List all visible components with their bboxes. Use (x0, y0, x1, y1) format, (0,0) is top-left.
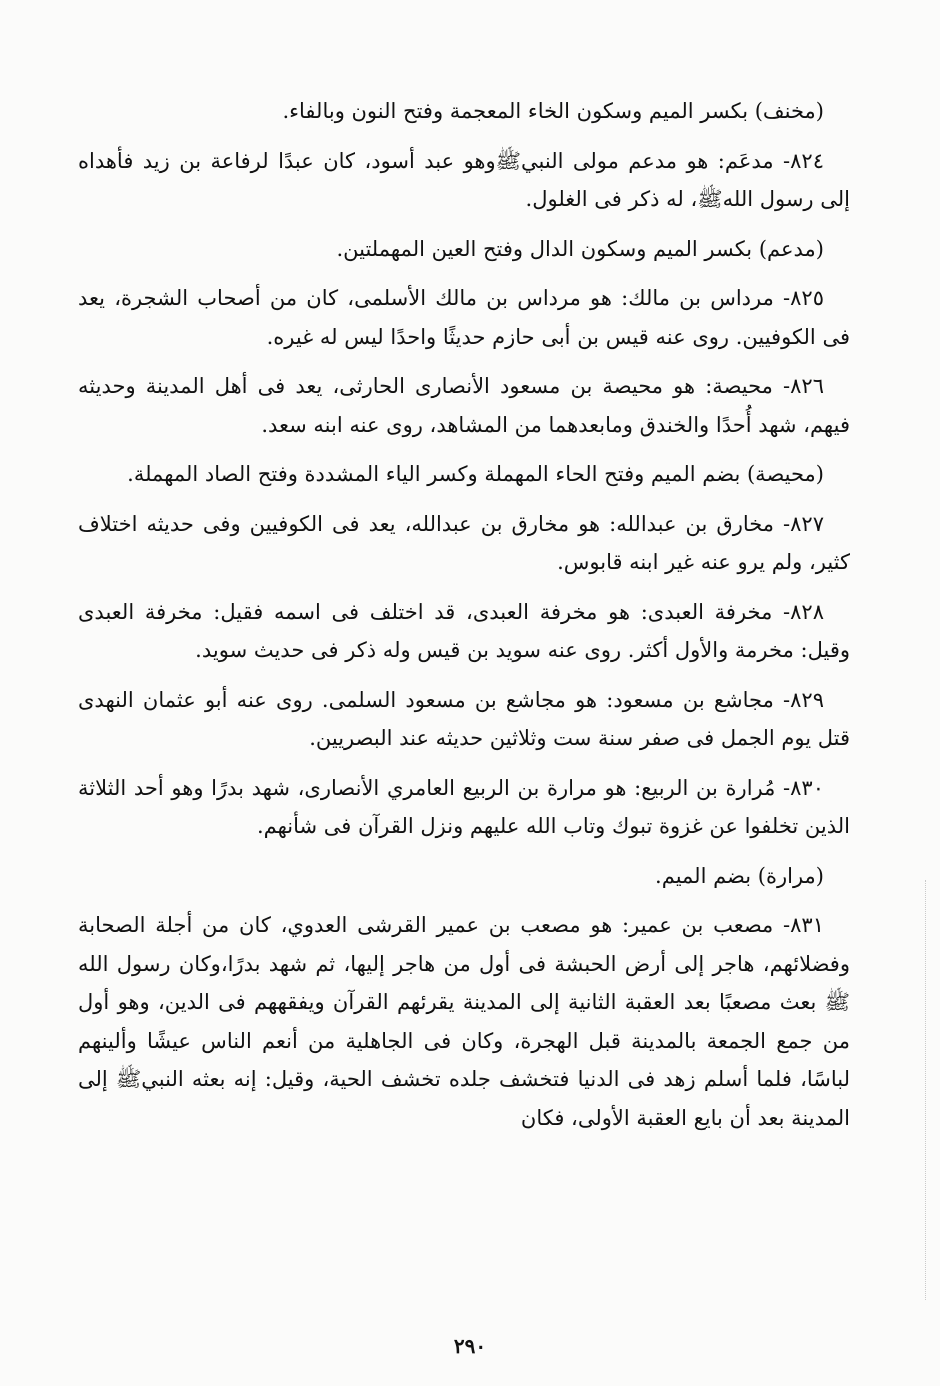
paragraph-829: ٨٢٩- مجاشع بن مسعود: هو مجاشع بن مسعود السلمى. روى عنه أبو عثمان النهدى قتل يوم الجمل فى صفر سنة ست وثلاثين حديثه عند البصريين. (78, 687, 850, 750)
main-text (78, 92, 850, 1148)
paragraph-825: ٨٢٥- مرداس بن مالك: هو مرداس بن مالك الأسلمى، كان من أصحاب الشجرة، يعد فى الكوفيين. روى عنه قيس بن أبى حازم حديثًا واحدًا ليس له غيره. (78, 286, 850, 349)
paragraph-mukhnaf-note: (مخنف) بكسر الميم وسكون الخاء المعجمة وفتح النون وبالفاء. (282, 99, 824, 123)
paragraph-826: ٨٢٦- محيصة: هو محيصة بن مسعود الأنصارى الحارثى، يعد فى أهل المدينة وحديثه فيهم، شهد أُحدًا والخندق ومابعدهما من المشاهد، روى عنه ابنه سعد. (78, 374, 850, 437)
paragraph-mudaam-note: (مدعم) بكسر الميم وسكون الدال وفتح العين المهملتين. (336, 236, 824, 261)
paragraph-828: ٨٢٨- مخرفة العبدى: هو مخرفة العبدى، قد اختلف فى اسمه فقيل: مخرفة العبدى وقيل: مخرمة والأول أكثر. روى عنه سويد بن قيس وله ذكر فى حديث سويد. (78, 599, 850, 662)
scan-margin-dots (919, 880, 926, 1300)
paragraph-831: ٨٣١- مصعب بن عمير: هو مصعب بن عمير القرشى العدوي، كان من أجلة الصحابة وفضلائهم، هاجر إلى أرض الحبشة فى أول من هاجر إليها، ثم شهد بدرًا،وكان رسول الله ﷺ بعث مصعبًا بعد العقبة الثانية إلى المدينة يقرئهم القرآن ويفقههم فى الدين، وهو أول من جمع الجمعة بالمدينة قبل الهجرة، وكان فى الجاهلية من أنعم الناس عيشًا وألينهم لباسًا، فلما أسلم زهد فى الدنيا فتخشف جلده تخشف الحية، وقيل: إنه بعثه النبيﷺ إلى المدينة بعد أن بايع العقبة الأولى، فكان (78, 913, 850, 1130)
paragraph-muhaysa-note: (محيصة) بضم الميم وفتح الحاء المهملة وكسر الياء المشددة وفتح الصاد المهملة. (127, 462, 824, 486)
paragraph-830: ٨٣٠- مُرارة بن الربيع: هو مرارة بن الربيع العامري الأنصارى، شهد بدرًا وهو أحد الثلاثة الذين تخلفوا عن غزوة تبوك وتاب الله عليهم ونزل القرآن فى شأنهم. (78, 775, 850, 838)
paragraph-824: ٨٢٤- مدعَم: هو مدعم مولى النبيﷺوهو عبد أسود، كان عبدًا لرفاعة بن زيد فأهداه إلى رسول اللهﷺ، له ذكر فى الغلول. (78, 148, 850, 211)
paragraph-murara-note: (مرارة) بضم الميم. (655, 863, 824, 888)
page-number: ٢٩٠ (453, 1334, 487, 1358)
paragraph-827: ٨٢٧- مخارق بن عبدالله: هو مخارق بن عبدالله، يعد فى الكوفيين وفى حديثه اختلاف كثير، ولم يرو عنه غير ابنه قابوس. (78, 511, 850, 574)
